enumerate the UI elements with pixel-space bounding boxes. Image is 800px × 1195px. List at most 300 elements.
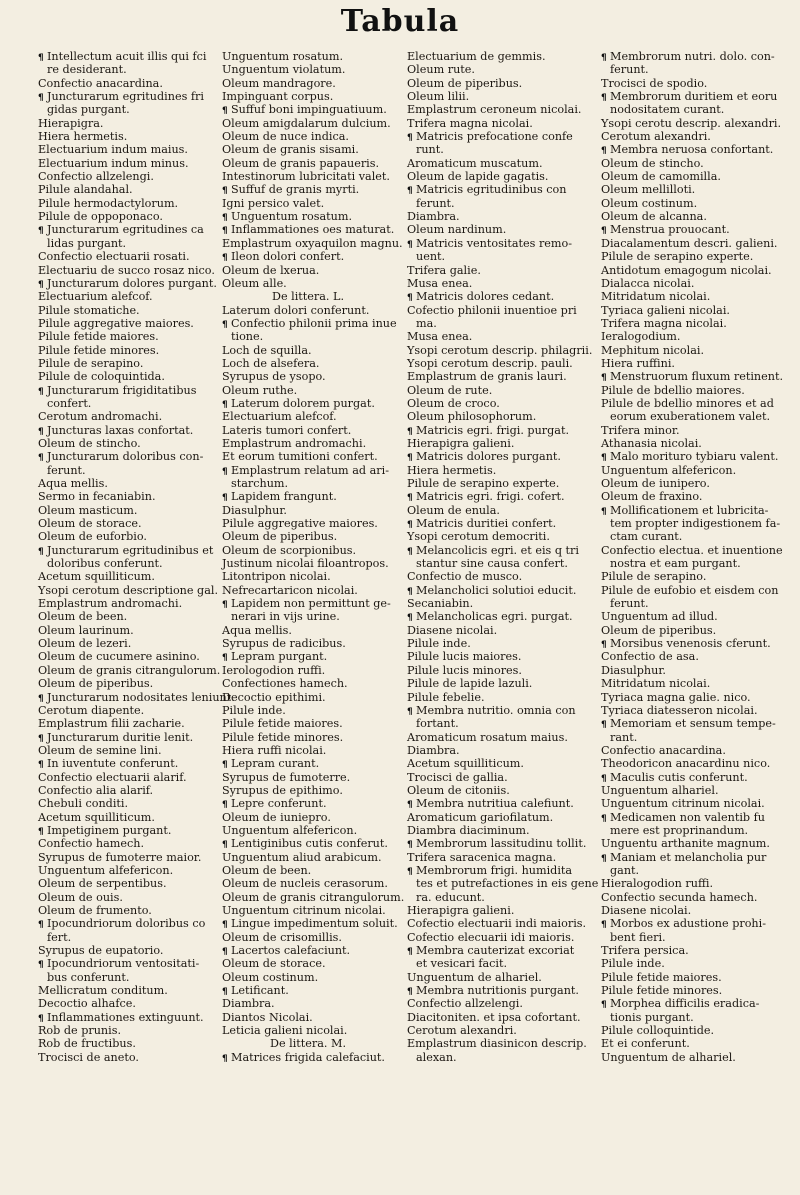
entry-text: uent. — [416, 250, 446, 264]
index-entry-line — [222, 1011, 394, 1024]
index-entry-line — [407, 677, 588, 690]
entry-text: fortant. — [416, 717, 459, 731]
entry-text: Et eorum tumitioni confert. — [222, 450, 378, 464]
index-entry-line — [222, 877, 394, 890]
index-entry-line — [38, 370, 209, 383]
index-entry-line — [38, 663, 221, 677]
entry-text: Hiera hermetis. — [38, 130, 128, 144]
index-entry-line — [601, 624, 777, 637]
index-entry-line — [38, 357, 209, 370]
index-entry-line — [38, 891, 209, 904]
index-entry-line — [222, 610, 394, 623]
index-entry-line — [407, 397, 588, 410]
index-entry-line — [38, 704, 209, 717]
index-entry-line — [601, 1024, 777, 1037]
index-entry-line — [601, 664, 777, 677]
index-entry-line — [222, 851, 394, 864]
index-column-4 — [601, 50, 783, 1090]
index-heading-line — [407, 797, 588, 810]
entry-text: Acetum squilliticum. — [407, 757, 524, 771]
index-entry-line — [407, 250, 588, 263]
index-entry-line — [38, 637, 209, 650]
index-heading-line — [407, 183, 588, 196]
entry-text: Diasene nicolai. — [407, 623, 498, 637]
index-entry-line — [601, 277, 777, 290]
index-column-3 — [407, 50, 599, 1090]
entry-text: Trifera minor. — [601, 423, 680, 437]
index-entry-line — [38, 864, 209, 877]
pilcrow-icon: ¶ — [222, 186, 228, 197]
pilcrow-icon: ¶ — [222, 653, 228, 664]
index-entry-line — [38, 557, 209, 570]
entry-text: Diasulphur. — [222, 503, 287, 517]
entry-text: Loch de alsefera. — [222, 356, 320, 370]
entry-text: Matricis egritudinibus con — [416, 183, 567, 197]
index-heading-line — [222, 397, 394, 410]
entry-text: Oleum de scorpionibus. — [222, 543, 357, 557]
index-entry-line — [601, 437, 777, 450]
pilcrow-icon: ¶ — [222, 947, 228, 958]
entry-text: Aromaticum muscatum. — [407, 156, 543, 170]
entry-text: Morsibus venenosis cferunt. — [610, 637, 771, 651]
index-entry-line — [222, 77, 394, 90]
entry-text: Mollificationem et lubricita- — [610, 503, 769, 517]
entry-text: gant. — [610, 863, 640, 877]
pilcrow-icon: ¶ — [601, 813, 607, 824]
entry-text: Pilule de lapide lazuli. — [407, 677, 533, 691]
index-entry-line — [601, 744, 777, 757]
index-heading-line — [38, 731, 209, 744]
entry-text: Hiera hermetis. — [407, 463, 497, 477]
index-entry-line — [601, 103, 777, 116]
index-entry-line — [601, 344, 777, 357]
entry-text: Unguentum citrinum nicolai. — [222, 904, 386, 917]
entry-text: Cerotum andromachi. — [38, 410, 163, 424]
index-entry-line — [407, 143, 588, 156]
index-entry-line — [601, 971, 777, 984]
entry-text: Cerotum diapente. — [38, 703, 145, 717]
index-entry-line — [407, 530, 588, 543]
entry-text: Oleum de lapide gagatis. — [407, 170, 549, 184]
pilcrow-icon: ¶ — [601, 93, 607, 104]
index-entry-line — [38, 250, 209, 263]
entry-text: Oleum ruthe. — [222, 383, 298, 397]
entry-text: Unguentum de alhariel. — [601, 1050, 736, 1064]
entry-text: Oleum mellilloti. — [601, 183, 696, 197]
entry-text: Medicamen non valentib fu — [610, 810, 765, 824]
index-entry-line — [601, 464, 777, 477]
entry-text: Pilule de serapino experte. — [601, 250, 754, 264]
index-entry-line — [38, 130, 209, 143]
index-entry-line — [601, 677, 777, 690]
entry-text: Suffuf boni impinguatiuum. — [231, 103, 387, 117]
entry-text: bent fieri. — [610, 930, 666, 944]
pilcrow-icon: ¶ — [601, 226, 607, 237]
entry-text: De littera. L. — [271, 290, 345, 304]
entry-text: Hieralogodion ruffi. — [601, 877, 714, 891]
index-entry-line — [38, 1024, 209, 1037]
entry-text: Cofectio electuarii indi maioris. — [407, 917, 587, 931]
pilcrow-icon: ¶ — [601, 453, 607, 464]
pilcrow-icon: ¶ — [601, 773, 607, 784]
entry-text: Ysopi cerotu descrip. alexandri. — [601, 116, 782, 130]
entry-text: Unguentum alfefericon. — [38, 863, 174, 877]
index-entry-line — [601, 837, 777, 850]
entry-text: Oleum de cucumere asinino. — [38, 650, 200, 664]
index-entry-line — [601, 704, 777, 717]
index-entry-line — [601, 904, 777, 917]
pilcrow-icon: ¶ — [407, 613, 413, 624]
pilcrow-icon: ¶ — [222, 920, 228, 931]
index-heading-line — [222, 837, 394, 850]
pilcrow-icon: ¶ — [222, 600, 228, 611]
entry-text: Letificant. — [231, 984, 289, 998]
index-heading-line — [407, 944, 588, 957]
entry-text: Rob de fructibus. — [38, 1037, 136, 1051]
entry-text: ferunt. — [416, 196, 455, 210]
entry-text: Mitridatum nicolai. — [601, 290, 711, 304]
entry-text: Acetum squilliticum. — [38, 570, 155, 584]
pilcrow-icon: ¶ — [38, 826, 44, 837]
index-entry-line — [38, 397, 209, 410]
entry-text: Membra nutritio. omnia con — [416, 703, 576, 717]
entry-text: Maniam et melancholia pur — [610, 850, 767, 864]
entry-text: Pilule inde. — [601, 957, 665, 971]
entry-text: Oleum masticum. — [38, 503, 138, 517]
index-heading-line — [601, 450, 777, 463]
index-entry-line — [222, 731, 394, 744]
index-entry-line — [222, 1024, 394, 1037]
index-entry-line — [38, 797, 209, 810]
index-entry-line — [222, 330, 394, 343]
entry-text: Pilule colloquintide. — [601, 1024, 715, 1038]
entry-text: Membrorum duritiem et eoru — [610, 90, 778, 104]
index-entry-line — [407, 784, 588, 797]
entry-text: Ysopi cerotum descrip. pauli. — [407, 356, 573, 370]
index-entry-line — [601, 597, 777, 610]
entry-text: Nefrecartaricon nicolai. — [222, 583, 358, 597]
index-heading-line — [407, 584, 588, 597]
entry-text: Electuarium alefcof. — [222, 410, 337, 424]
index-entry-line — [601, 477, 777, 490]
index-heading-line — [407, 837, 588, 850]
index-entry-line — [407, 971, 588, 984]
entry-text: nostra et eam purgant. — [610, 557, 741, 571]
index-entry-line — [407, 717, 588, 730]
index-entry-line — [222, 236, 403, 250]
pilcrow-icon: ¶ — [407, 493, 413, 504]
entry-text: Membra cauterizat excoriat — [416, 944, 575, 958]
entry-text: Unguentum aliud arabicum. — [222, 850, 382, 864]
index-heading-line — [407, 290, 588, 303]
index-heading-line — [222, 210, 394, 223]
index-entry-line — [407, 1051, 588, 1064]
pilcrow-icon: ¶ — [407, 706, 413, 717]
entry-text: Morbos ex adustione prohi- — [610, 917, 766, 931]
entry-text: tes et putrefactiones in eis gene — [416, 877, 599, 891]
entry-text: Oleum de ouis. — [38, 890, 123, 904]
index-heading-line — [601, 997, 777, 1010]
index-entry-line — [38, 143, 209, 156]
index-entry-line — [222, 904, 394, 917]
pilcrow-icon: ¶ — [407, 840, 413, 851]
index-entry-line — [222, 691, 394, 704]
index-entry-line — [222, 197, 394, 210]
index-entry-line — [222, 584, 394, 597]
entry-text: Ipocundriorum ventositati- — [47, 957, 200, 971]
entry-text: Oleum de lxerua. — [222, 263, 320, 277]
entry-text: Matricis egri. frigi. cofert. — [416, 490, 565, 504]
index-entry-line — [407, 117, 588, 130]
index-entry-line — [222, 90, 394, 103]
entry-text: Morphea difficilis eradica- — [610, 997, 760, 1011]
entry-text: Trocisci de gallia. — [407, 770, 508, 784]
index-heading-line — [601, 370, 783, 384]
entry-text: starchum. — [231, 477, 289, 490]
index-heading-line — [222, 944, 394, 957]
index-heading-line — [407, 704, 588, 717]
entry-text: Pilule stomatiche. — [38, 303, 140, 317]
entry-text: Pilule fetide maiores. — [601, 970, 722, 984]
entry-text: Pilule hermodactylorum. — [38, 196, 179, 210]
entry-text: Oleum de rute. — [407, 383, 493, 397]
entry-text: Pilule lucis minores. — [407, 663, 522, 677]
entry-text: Membrorum lassitudinu tollit. — [416, 837, 587, 851]
index-entry-line — [222, 277, 394, 290]
entry-text: rant. — [610, 730, 638, 744]
entry-text: bus conferunt. — [47, 970, 130, 984]
entry-text: Impinguant corpus. — [222, 90, 334, 104]
entry-text: Oleum de iunipero. — [601, 477, 710, 490]
entry-text: Unguentum alfefericon. — [222, 823, 358, 837]
entry-text: Oleum costinum. — [601, 196, 698, 210]
entry-text: Emplastrum filii zacharie. — [38, 717, 185, 731]
index-entry-line — [601, 824, 777, 837]
entry-text: Leticia galieni nicolai. — [222, 1024, 348, 1038]
index-entry-line — [601, 410, 777, 423]
entry-text: Hiera ruffi nicolai. — [222, 743, 327, 757]
index-entry-line — [222, 517, 394, 530]
entry-text: Mephitum nicolai. — [601, 343, 705, 357]
pilcrow-icon: ¶ — [222, 760, 228, 771]
entry-text: Lapidem frangunt. — [231, 490, 337, 504]
entry-text: Emplastrum diasinicon descrip. — [407, 1037, 587, 1051]
entry-text: Confectio anacardina. — [601, 743, 726, 757]
index-entry-line — [601, 384, 777, 397]
entry-text: Oleum de citoniis. — [407, 783, 510, 797]
entry-text: Ysopi cerotum descriptione gal. — [38, 583, 219, 597]
index-entry-line — [38, 157, 209, 170]
entry-text: Membra neruosa confortant. — [610, 143, 774, 157]
page-title: Tabula — [340, 4, 460, 39]
index-entry-line — [38, 237, 209, 250]
entry-text: Menstruorum fluxum retinent. — [610, 370, 783, 384]
index-entry-line — [601, 957, 777, 970]
index-entry-line — [601, 130, 777, 143]
entry-text: Oleum de granis citrangulorum. — [222, 890, 405, 904]
pilcrow-icon: ¶ — [222, 987, 228, 998]
entry-text: Juncturarum egritudinibus et — [47, 543, 214, 557]
pilcrow-icon: ¶ — [601, 1000, 607, 1011]
entry-text: Dialacca nicolai. — [601, 276, 695, 290]
index-entry-line — [407, 304, 588, 317]
entry-text: Laterum dolorem purgat. — [231, 396, 375, 410]
entry-text: Aromaticum rosatum maius. — [407, 730, 568, 744]
entry-text: Melancholici solutioi educit. — [416, 583, 577, 597]
entry-text: Acetum squilliticum. — [38, 810, 155, 824]
index-entry-line — [601, 570, 777, 583]
pilcrow-icon: ¶ — [38, 760, 44, 771]
index-entry-line — [407, 90, 588, 103]
entry-text: Matricis duritiei confert. — [416, 517, 557, 531]
index-heading-line — [601, 90, 777, 103]
entry-text: Mitridatum nicolai. — [601, 677, 711, 691]
entry-text: Intellectum acuit illis qui fci — [47, 50, 207, 63]
index-entry-line — [38, 717, 209, 730]
index-entry-line — [601, 984, 777, 997]
entry-text: Ileon dolori confert. — [231, 250, 345, 264]
index-heading-line — [601, 917, 777, 930]
pilcrow-icon: ¶ — [38, 546, 44, 557]
pilcrow-icon: ¶ — [407, 293, 413, 304]
index-entry-line — [407, 77, 588, 90]
entry-text: Diambra. — [222, 997, 275, 1011]
entry-text: Confectio electuarii alarif. — [38, 770, 187, 784]
entry-text: Pilule fetide maiores. — [222, 717, 343, 731]
pilcrow-icon: ¶ — [407, 987, 413, 998]
index-entry-line — [38, 530, 209, 543]
pilcrow-icon: ¶ — [407, 546, 413, 557]
entry-text: Oleum rute. — [407, 63, 475, 77]
index-entry-line — [222, 717, 394, 730]
index-entry-line — [407, 50, 588, 63]
pilcrow-icon: ¶ — [222, 800, 228, 811]
index-entry-line — [222, 811, 394, 824]
entry-text: Syrupus de eupatorio. — [38, 944, 164, 958]
index-entry-line — [38, 904, 209, 917]
index-heading-line — [407, 864, 588, 877]
entry-text: Confectio electuarii rosati. — [38, 250, 190, 264]
entry-text: Oleum de nucleis cerasorum. — [222, 877, 388, 891]
index-heading-line — [222, 490, 394, 503]
entry-text: In iuventute conferunt. — [47, 757, 179, 771]
pilcrow-icon: ¶ — [407, 800, 413, 811]
index-entry-line — [38, 610, 209, 623]
index-entry-line — [222, 864, 394, 877]
index-entry-line — [38, 624, 209, 637]
entry-text: Oleum de storace. — [222, 957, 326, 971]
index-entry-line — [222, 784, 394, 797]
index-heading-line — [222, 597, 394, 610]
index-entry-line — [38, 103, 209, 116]
index-entry-line — [38, 490, 209, 503]
index-entry-line — [601, 424, 777, 437]
pilcrow-icon: ¶ — [222, 319, 228, 330]
index-entry-line — [601, 543, 783, 557]
entry-text: ctam curant. — [610, 530, 683, 544]
index-column-2 — [222, 50, 405, 1090]
index-entry-line — [38, 183, 209, 196]
index-heading-line — [601, 50, 777, 63]
entry-text: Oleum mandragore. — [222, 76, 336, 90]
index-entry-line — [407, 464, 588, 477]
index-entry-line — [222, 557, 394, 570]
entry-text: Tyriaca magna galie. nico. — [601, 690, 751, 704]
entry-text: Inflammationes extinguunt. — [47, 1010, 204, 1024]
entry-text: Oleum de alcanna. — [601, 210, 707, 224]
index-entry-line — [407, 1037, 588, 1050]
index-entry-line — [38, 197, 209, 210]
index-entry-line — [601, 757, 777, 770]
index-entry-line — [407, 904, 588, 917]
entry-text: Oleum alle. — [222, 276, 287, 290]
index-heading-line — [601, 637, 777, 650]
index-entry-line — [38, 837, 209, 850]
index-entry-line — [38, 583, 219, 597]
index-entry-line — [601, 864, 777, 877]
index-heading-line — [601, 811, 777, 824]
index-heading-line — [222, 183, 394, 196]
index-entry-line — [222, 384, 394, 397]
index-heading-line — [38, 917, 209, 930]
pilcrow-icon: ¶ — [38, 426, 44, 437]
entry-text: Emplastrum andromachi. — [38, 597, 183, 611]
index-entry-line — [38, 744, 209, 757]
index-entry-line — [38, 290, 209, 303]
index-entry-line — [222, 143, 394, 156]
entry-text: Juncturarum duritie lenit. — [47, 730, 194, 744]
index-heading-line — [222, 223, 394, 236]
index-entry-line — [222, 890, 405, 904]
entry-text: Juncturarum dolores purgant. — [47, 276, 217, 290]
pilcrow-icon: ¶ — [38, 453, 44, 464]
index-heading-line — [222, 984, 394, 997]
index-heading-line — [38, 50, 209, 63]
index-heading-line — [407, 424, 588, 437]
index-heading-line — [407, 450, 588, 463]
entry-text: Melancolicis egri. et eis q tri — [416, 543, 579, 557]
entry-text: Matricis dolores purgant. — [416, 450, 561, 464]
entry-text: Ieralogodium. — [601, 330, 681, 344]
index-entry-line — [407, 931, 588, 944]
entry-text: Ierologodion ruffi. — [222, 663, 326, 677]
pilcrow-icon: ¶ — [38, 693, 44, 704]
pilcrow-icon: ¶ — [407, 520, 413, 531]
entry-text: Diacitoniten. et ipsa cofortant. — [407, 1010, 581, 1024]
entry-text: Melancholicas egri. purgat. — [416, 610, 573, 624]
index-heading-line — [38, 450, 209, 463]
index-entry-line — [601, 197, 777, 210]
entry-text: Lapidem non permittunt ge- — [231, 597, 391, 611]
index-entry-line — [38, 650, 209, 663]
index-entry-line — [222, 931, 394, 944]
entry-text: Trifera persica. — [601, 944, 689, 958]
index-entry-line — [601, 731, 777, 744]
entry-text: Juncturarum nodositates leniunt. — [47, 690, 235, 704]
index-entry-line — [38, 1037, 209, 1050]
index-entry-line — [407, 223, 588, 236]
entry-text: Confectio electua. et inuentione — [601, 543, 783, 557]
index-heading-line — [601, 143, 777, 156]
index-entry-line — [601, 63, 777, 76]
pilcrow-icon: ¶ — [38, 93, 44, 104]
entry-text: Litontripon nicolai. — [222, 570, 331, 584]
index-entry-line — [601, 210, 777, 223]
pilcrow-icon: ¶ — [38, 1013, 44, 1024]
entry-text: Aqua mellis. — [38, 477, 108, 490]
index-entry-line — [38, 464, 209, 477]
entry-text: Sermo in fecaniabin. — [38, 490, 156, 504]
